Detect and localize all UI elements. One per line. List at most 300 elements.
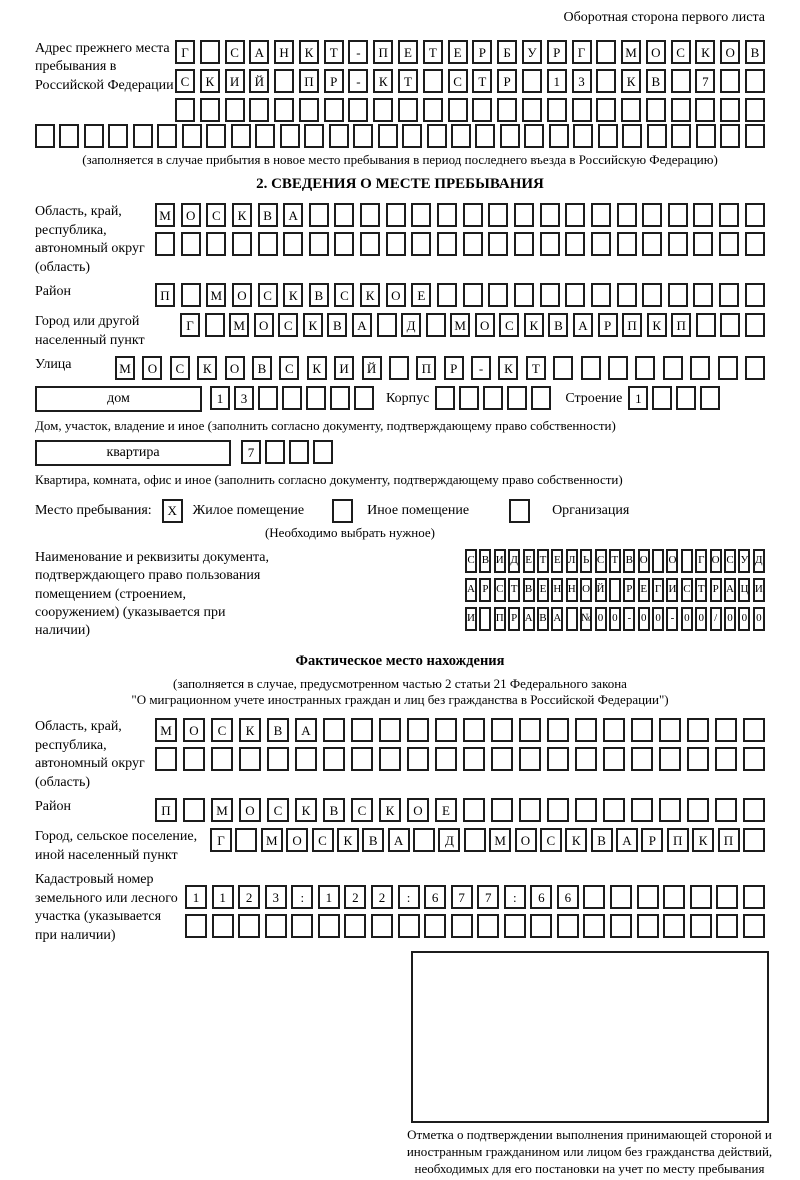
- char-cell[interactable]: :: [504, 885, 526, 909]
- char-cell[interactable]: [522, 69, 542, 93]
- char-cell[interactable]: У: [738, 549, 750, 573]
- char-cell[interactable]: [427, 124, 447, 148]
- char-cell[interactable]: [407, 747, 429, 771]
- char-cell[interactable]: М: [621, 40, 641, 64]
- char-cell[interactable]: С: [258, 283, 278, 307]
- checkbox-zhiloe[interactable]: X: [162, 499, 183, 523]
- char-cell[interactable]: [323, 718, 345, 742]
- char-cell[interactable]: [514, 232, 534, 256]
- char-cell[interactable]: [743, 828, 765, 852]
- char-cell[interactable]: Н: [551, 578, 563, 602]
- char-cell[interactable]: [351, 718, 373, 742]
- char-cell[interactable]: П: [671, 313, 691, 337]
- char-cell[interactable]: [745, 232, 765, 256]
- char-cell[interactable]: [524, 124, 544, 148]
- char-cell[interactable]: К: [565, 828, 587, 852]
- char-cell[interactable]: П: [155, 798, 177, 822]
- char-cell[interactable]: [133, 124, 153, 148]
- char-cell[interactable]: [745, 98, 765, 122]
- char-cell[interactable]: [389, 356, 409, 380]
- char-cell[interactable]: И: [334, 356, 354, 380]
- char-cell[interactable]: Ц: [738, 578, 750, 602]
- char-cell[interactable]: В: [548, 313, 568, 337]
- char-cell[interactable]: О: [710, 549, 722, 573]
- char-cell[interactable]: [353, 124, 373, 148]
- char-cell[interactable]: [351, 747, 373, 771]
- char-cell[interactable]: О: [181, 203, 201, 227]
- char-cell[interactable]: [631, 718, 653, 742]
- char-cell[interactable]: [566, 607, 578, 631]
- char-cell[interactable]: [745, 124, 765, 148]
- char-cell[interactable]: [507, 386, 527, 410]
- char-cell[interactable]: [659, 747, 681, 771]
- char-cell[interactable]: С: [206, 203, 226, 227]
- char-cell[interactable]: -: [623, 607, 635, 631]
- char-cell[interactable]: [716, 914, 738, 938]
- char-cell[interactable]: [360, 203, 380, 227]
- char-cell[interactable]: К: [692, 828, 714, 852]
- char-cell[interactable]: А: [551, 607, 563, 631]
- char-cell[interactable]: [617, 203, 637, 227]
- char-cell[interactable]: [715, 747, 737, 771]
- char-cell[interactable]: [265, 914, 287, 938]
- char-cell[interactable]: С: [267, 798, 289, 822]
- char-cell[interactable]: 0: [695, 607, 707, 631]
- char-cell[interactable]: -: [348, 40, 368, 64]
- char-cell[interactable]: [274, 69, 294, 93]
- char-cell[interactable]: 0: [638, 607, 650, 631]
- char-cell[interactable]: 0: [609, 607, 621, 631]
- char-cell[interactable]: [323, 747, 345, 771]
- char-cell[interactable]: Р: [444, 356, 464, 380]
- char-cell[interactable]: [547, 747, 569, 771]
- char-cell[interactable]: С: [448, 69, 468, 93]
- char-cell[interactable]: С: [334, 283, 354, 307]
- char-cell[interactable]: [304, 124, 324, 148]
- char-cell[interactable]: [435, 718, 457, 742]
- char-cell[interactable]: А: [724, 578, 736, 602]
- char-cell[interactable]: [329, 124, 349, 148]
- char-cell[interactable]: [573, 124, 593, 148]
- char-cell[interactable]: В: [258, 203, 278, 227]
- char-cell[interactable]: [687, 798, 709, 822]
- char-cell[interactable]: [398, 914, 420, 938]
- char-cell[interactable]: Ь: [580, 549, 592, 573]
- char-cell[interactable]: К: [239, 718, 261, 742]
- char-cell[interactable]: [435, 747, 457, 771]
- char-cell[interactable]: [671, 98, 691, 122]
- char-cell[interactable]: О: [475, 313, 495, 337]
- char-cell[interactable]: [464, 828, 486, 852]
- char-cell[interactable]: [596, 69, 616, 93]
- char-cell[interactable]: О: [638, 549, 650, 573]
- char-cell[interactable]: Н: [566, 578, 578, 602]
- char-cell[interactable]: [267, 747, 289, 771]
- char-cell[interactable]: [299, 98, 319, 122]
- char-cell[interactable]: О: [407, 798, 429, 822]
- char-cell[interactable]: [575, 718, 597, 742]
- char-cell[interactable]: 1: [318, 885, 340, 909]
- char-cell[interactable]: [676, 386, 696, 410]
- char-cell[interactable]: [437, 203, 457, 227]
- char-cell[interactable]: [715, 718, 737, 742]
- char-cell[interactable]: Т: [695, 578, 707, 602]
- char-cell[interactable]: [309, 203, 329, 227]
- char-cell[interactable]: [565, 232, 585, 256]
- char-cell[interactable]: О: [720, 40, 740, 64]
- char-cell[interactable]: Т: [537, 549, 549, 573]
- char-cell[interactable]: [231, 124, 251, 148]
- char-cell[interactable]: [596, 40, 616, 64]
- char-cell[interactable]: [463, 747, 485, 771]
- char-cell[interactable]: К: [197, 356, 217, 380]
- char-cell[interactable]: 7: [451, 885, 473, 909]
- char-cell[interactable]: [519, 798, 541, 822]
- char-cell[interactable]: О: [232, 283, 252, 307]
- char-cell[interactable]: [423, 98, 443, 122]
- char-cell[interactable]: А: [283, 203, 303, 227]
- char-cell[interactable]: 0: [738, 607, 750, 631]
- char-cell[interactable]: К: [524, 313, 544, 337]
- char-cell[interactable]: [183, 798, 205, 822]
- char-cell[interactable]: Р: [710, 578, 722, 602]
- char-cell[interactable]: [668, 232, 688, 256]
- char-cell[interactable]: [591, 232, 611, 256]
- char-cell[interactable]: [652, 386, 672, 410]
- checkbox-inoe[interactable]: [332, 499, 353, 523]
- char-cell[interactable]: [373, 98, 393, 122]
- char-cell[interactable]: [668, 203, 688, 227]
- char-cell[interactable]: [621, 98, 641, 122]
- char-cell[interactable]: Р: [623, 578, 635, 602]
- char-cell[interactable]: [745, 69, 765, 93]
- char-cell[interactable]: В: [745, 40, 765, 64]
- char-cell[interactable]: А: [388, 828, 410, 852]
- char-cell[interactable]: [608, 356, 628, 380]
- char-cell[interactable]: [497, 98, 517, 122]
- char-cell[interactable]: [334, 232, 354, 256]
- char-cell[interactable]: [255, 124, 275, 148]
- char-cell[interactable]: [522, 98, 542, 122]
- char-cell[interactable]: [540, 203, 560, 227]
- char-cell[interactable]: [610, 914, 632, 938]
- char-cell[interactable]: П: [416, 356, 436, 380]
- char-cell[interactable]: :: [291, 885, 313, 909]
- char-cell[interactable]: [463, 283, 483, 307]
- char-cell[interactable]: В: [362, 828, 384, 852]
- char-cell[interactable]: О: [239, 798, 261, 822]
- char-cell[interactable]: [280, 124, 300, 148]
- char-cell[interactable]: [324, 98, 344, 122]
- char-cell[interactable]: [59, 124, 79, 148]
- char-cell[interactable]: В: [327, 313, 347, 337]
- char-cell[interactable]: [603, 747, 625, 771]
- char-cell[interactable]: 3: [234, 386, 254, 410]
- char-cell[interactable]: [182, 124, 202, 148]
- char-cell[interactable]: [426, 313, 446, 337]
- char-cell[interactable]: [488, 232, 508, 256]
- char-cell[interactable]: 1: [185, 885, 207, 909]
- char-cell[interactable]: [258, 232, 278, 256]
- char-cell[interactable]: С: [671, 40, 691, 64]
- char-cell[interactable]: О: [666, 549, 678, 573]
- char-cell[interactable]: [642, 203, 662, 227]
- char-cell[interactable]: М: [155, 718, 177, 742]
- char-cell[interactable]: [463, 232, 483, 256]
- char-cell[interactable]: [519, 718, 541, 742]
- char-cell[interactable]: А: [573, 313, 593, 337]
- char-cell[interactable]: [603, 798, 625, 822]
- char-cell[interactable]: :: [398, 885, 420, 909]
- char-cell[interactable]: В: [309, 283, 329, 307]
- char-cell[interactable]: -: [471, 356, 491, 380]
- char-cell[interactable]: Г: [572, 40, 592, 64]
- char-cell[interactable]: [565, 203, 585, 227]
- char-cell[interactable]: В: [537, 607, 549, 631]
- char-cell[interactable]: [687, 747, 709, 771]
- char-cell[interactable]: [745, 203, 765, 227]
- char-cell[interactable]: К: [379, 798, 401, 822]
- char-cell[interactable]: М: [206, 283, 226, 307]
- char-cell[interactable]: [475, 124, 495, 148]
- char-cell[interactable]: 3: [265, 885, 287, 909]
- char-cell[interactable]: [696, 313, 716, 337]
- char-cell[interactable]: А: [352, 313, 372, 337]
- char-cell[interactable]: С: [278, 313, 298, 337]
- char-cell[interactable]: [258, 386, 278, 410]
- char-cell[interactable]: Р: [598, 313, 618, 337]
- char-cell[interactable]: П: [718, 828, 740, 852]
- char-cell[interactable]: П: [155, 283, 175, 307]
- char-cell[interactable]: 6: [530, 885, 552, 909]
- char-cell[interactable]: [549, 124, 569, 148]
- char-cell[interactable]: В: [252, 356, 272, 380]
- char-cell[interactable]: [687, 718, 709, 742]
- char-cell[interactable]: О: [646, 40, 666, 64]
- char-cell[interactable]: [603, 718, 625, 742]
- char-cell[interactable]: П: [622, 313, 642, 337]
- char-cell[interactable]: Р: [324, 69, 344, 93]
- char-cell[interactable]: [423, 69, 443, 93]
- char-cell[interactable]: Т: [526, 356, 546, 380]
- char-cell[interactable]: [448, 98, 468, 122]
- char-cell[interactable]: [671, 69, 691, 93]
- char-cell[interactable]: [531, 386, 551, 410]
- char-cell[interactable]: [459, 386, 479, 410]
- char-cell[interactable]: 0: [681, 607, 693, 631]
- char-cell[interactable]: 3: [572, 69, 592, 93]
- char-cell[interactable]: [637, 885, 659, 909]
- char-cell[interactable]: Г: [695, 549, 707, 573]
- char-cell[interactable]: 7: [695, 69, 715, 93]
- char-cell[interactable]: К: [337, 828, 359, 852]
- char-cell[interactable]: [157, 124, 177, 148]
- char-cell[interactable]: [185, 914, 207, 938]
- char-cell[interactable]: 7: [241, 440, 261, 464]
- char-cell[interactable]: Л: [566, 549, 578, 573]
- char-cell[interactable]: [181, 283, 201, 307]
- char-cell[interactable]: А: [523, 607, 535, 631]
- char-cell[interactable]: В: [591, 828, 613, 852]
- char-cell[interactable]: К: [307, 356, 327, 380]
- char-cell[interactable]: [514, 203, 534, 227]
- char-cell[interactable]: 0: [724, 607, 736, 631]
- char-cell[interactable]: С: [312, 828, 334, 852]
- char-cell[interactable]: 7: [477, 885, 499, 909]
- char-cell[interactable]: [540, 283, 560, 307]
- char-cell[interactable]: [745, 356, 765, 380]
- char-cell[interactable]: Е: [448, 40, 468, 64]
- char-cell[interactable]: [622, 124, 642, 148]
- char-cell[interactable]: С: [681, 578, 693, 602]
- char-cell[interactable]: К: [360, 283, 380, 307]
- char-cell[interactable]: О: [386, 283, 406, 307]
- char-cell[interactable]: [547, 98, 567, 122]
- char-cell[interactable]: [483, 386, 503, 410]
- char-cell[interactable]: [354, 386, 374, 410]
- char-cell[interactable]: С: [211, 718, 233, 742]
- char-cell[interactable]: [183, 747, 205, 771]
- char-cell[interactable]: Р: [497, 69, 517, 93]
- char-cell[interactable]: [175, 98, 195, 122]
- char-cell[interactable]: [743, 718, 765, 742]
- char-cell[interactable]: [274, 98, 294, 122]
- char-cell[interactable]: С: [279, 356, 299, 380]
- char-cell[interactable]: Е: [523, 549, 535, 573]
- char-cell[interactable]: [598, 124, 618, 148]
- char-cell[interactable]: В: [523, 578, 535, 602]
- char-cell[interactable]: [212, 914, 234, 938]
- char-cell[interactable]: [334, 203, 354, 227]
- char-cell[interactable]: И: [465, 607, 477, 631]
- char-cell[interactable]: [282, 386, 302, 410]
- char-cell[interactable]: [472, 98, 492, 122]
- char-cell[interactable]: О: [580, 578, 592, 602]
- char-cell[interactable]: С: [225, 40, 245, 64]
- char-cell[interactable]: О: [286, 828, 308, 852]
- char-cell[interactable]: [379, 747, 401, 771]
- char-cell[interactable]: [681, 549, 693, 573]
- char-cell[interactable]: [642, 283, 662, 307]
- char-cell[interactable]: У: [522, 40, 542, 64]
- char-cell[interactable]: [719, 232, 739, 256]
- char-cell[interactable]: [225, 98, 245, 122]
- char-cell[interactable]: Р: [641, 828, 663, 852]
- char-cell[interactable]: [609, 578, 621, 602]
- house-type-box[interactable]: дом: [35, 386, 202, 412]
- char-cell[interactable]: [700, 386, 720, 410]
- char-cell[interactable]: В: [623, 549, 635, 573]
- char-cell[interactable]: [411, 203, 431, 227]
- char-cell[interactable]: С: [465, 549, 477, 573]
- char-cell[interactable]: Т: [423, 40, 443, 64]
- char-cell[interactable]: [575, 747, 597, 771]
- char-cell[interactable]: Й: [595, 578, 607, 602]
- char-cell[interactable]: О: [142, 356, 162, 380]
- char-cell[interactable]: [635, 356, 655, 380]
- char-cell[interactable]: [715, 798, 737, 822]
- char-cell[interactable]: [463, 203, 483, 227]
- char-cell[interactable]: 0: [652, 607, 664, 631]
- char-cell[interactable]: [378, 124, 398, 148]
- char-cell[interactable]: [306, 386, 326, 410]
- char-cell[interactable]: [652, 549, 664, 573]
- char-cell[interactable]: С: [494, 578, 506, 602]
- checkbox-org[interactable]: [509, 499, 530, 523]
- char-cell[interactable]: П: [299, 69, 319, 93]
- char-cell[interactable]: А: [465, 578, 477, 602]
- char-cell[interactable]: [743, 885, 765, 909]
- char-cell[interactable]: О: [225, 356, 245, 380]
- char-cell[interactable]: [424, 914, 446, 938]
- char-cell[interactable]: [348, 98, 368, 122]
- char-cell[interactable]: [435, 386, 455, 410]
- char-cell[interactable]: [693, 283, 713, 307]
- char-cell[interactable]: [547, 718, 569, 742]
- char-cell[interactable]: Т: [508, 578, 520, 602]
- char-cell[interactable]: [718, 356, 738, 380]
- char-cell[interactable]: Е: [411, 283, 431, 307]
- char-cell[interactable]: В: [323, 798, 345, 822]
- char-cell[interactable]: П: [667, 828, 689, 852]
- char-cell[interactable]: [565, 283, 585, 307]
- char-cell[interactable]: [591, 283, 611, 307]
- char-cell[interactable]: С: [540, 828, 562, 852]
- char-cell[interactable]: В: [479, 549, 491, 573]
- char-cell[interactable]: Д: [438, 828, 460, 852]
- char-cell[interactable]: [181, 232, 201, 256]
- char-cell[interactable]: [720, 69, 740, 93]
- char-cell[interactable]: [239, 747, 261, 771]
- char-cell[interactable]: [642, 232, 662, 256]
- char-cell[interactable]: [720, 124, 740, 148]
- char-cell[interactable]: [488, 203, 508, 227]
- char-cell[interactable]: Е: [551, 549, 563, 573]
- char-cell[interactable]: Д: [401, 313, 421, 337]
- char-cell[interactable]: [716, 885, 738, 909]
- char-cell[interactable]: 1: [547, 69, 567, 93]
- char-cell[interactable]: [743, 747, 765, 771]
- char-cell[interactable]: 2: [371, 885, 393, 909]
- char-cell[interactable]: [637, 914, 659, 938]
- char-cell[interactable]: [583, 914, 605, 938]
- char-cell[interactable]: Г: [652, 578, 664, 602]
- char-cell[interactable]: С: [724, 549, 736, 573]
- char-cell[interactable]: [491, 718, 513, 742]
- char-cell[interactable]: [377, 313, 397, 337]
- char-cell[interactable]: Р: [547, 40, 567, 64]
- char-cell[interactable]: [477, 914, 499, 938]
- char-cell[interactable]: [205, 313, 225, 337]
- char-cell[interactable]: К: [232, 203, 252, 227]
- char-cell[interactable]: [690, 356, 710, 380]
- char-cell[interactable]: И: [494, 549, 506, 573]
- char-cell[interactable]: [668, 283, 688, 307]
- char-cell[interactable]: [235, 828, 257, 852]
- char-cell[interactable]: [743, 798, 765, 822]
- char-cell[interactable]: [631, 798, 653, 822]
- char-cell[interactable]: [557, 914, 579, 938]
- char-cell[interactable]: [437, 283, 457, 307]
- char-cell[interactable]: [108, 124, 128, 148]
- char-cell[interactable]: [238, 914, 260, 938]
- char-cell[interactable]: Т: [324, 40, 344, 64]
- char-cell[interactable]: [647, 124, 667, 148]
- char-cell[interactable]: К: [695, 40, 715, 64]
- char-cell[interactable]: [488, 283, 508, 307]
- char-cell[interactable]: [743, 914, 765, 938]
- char-cell[interactable]: 2: [238, 885, 260, 909]
